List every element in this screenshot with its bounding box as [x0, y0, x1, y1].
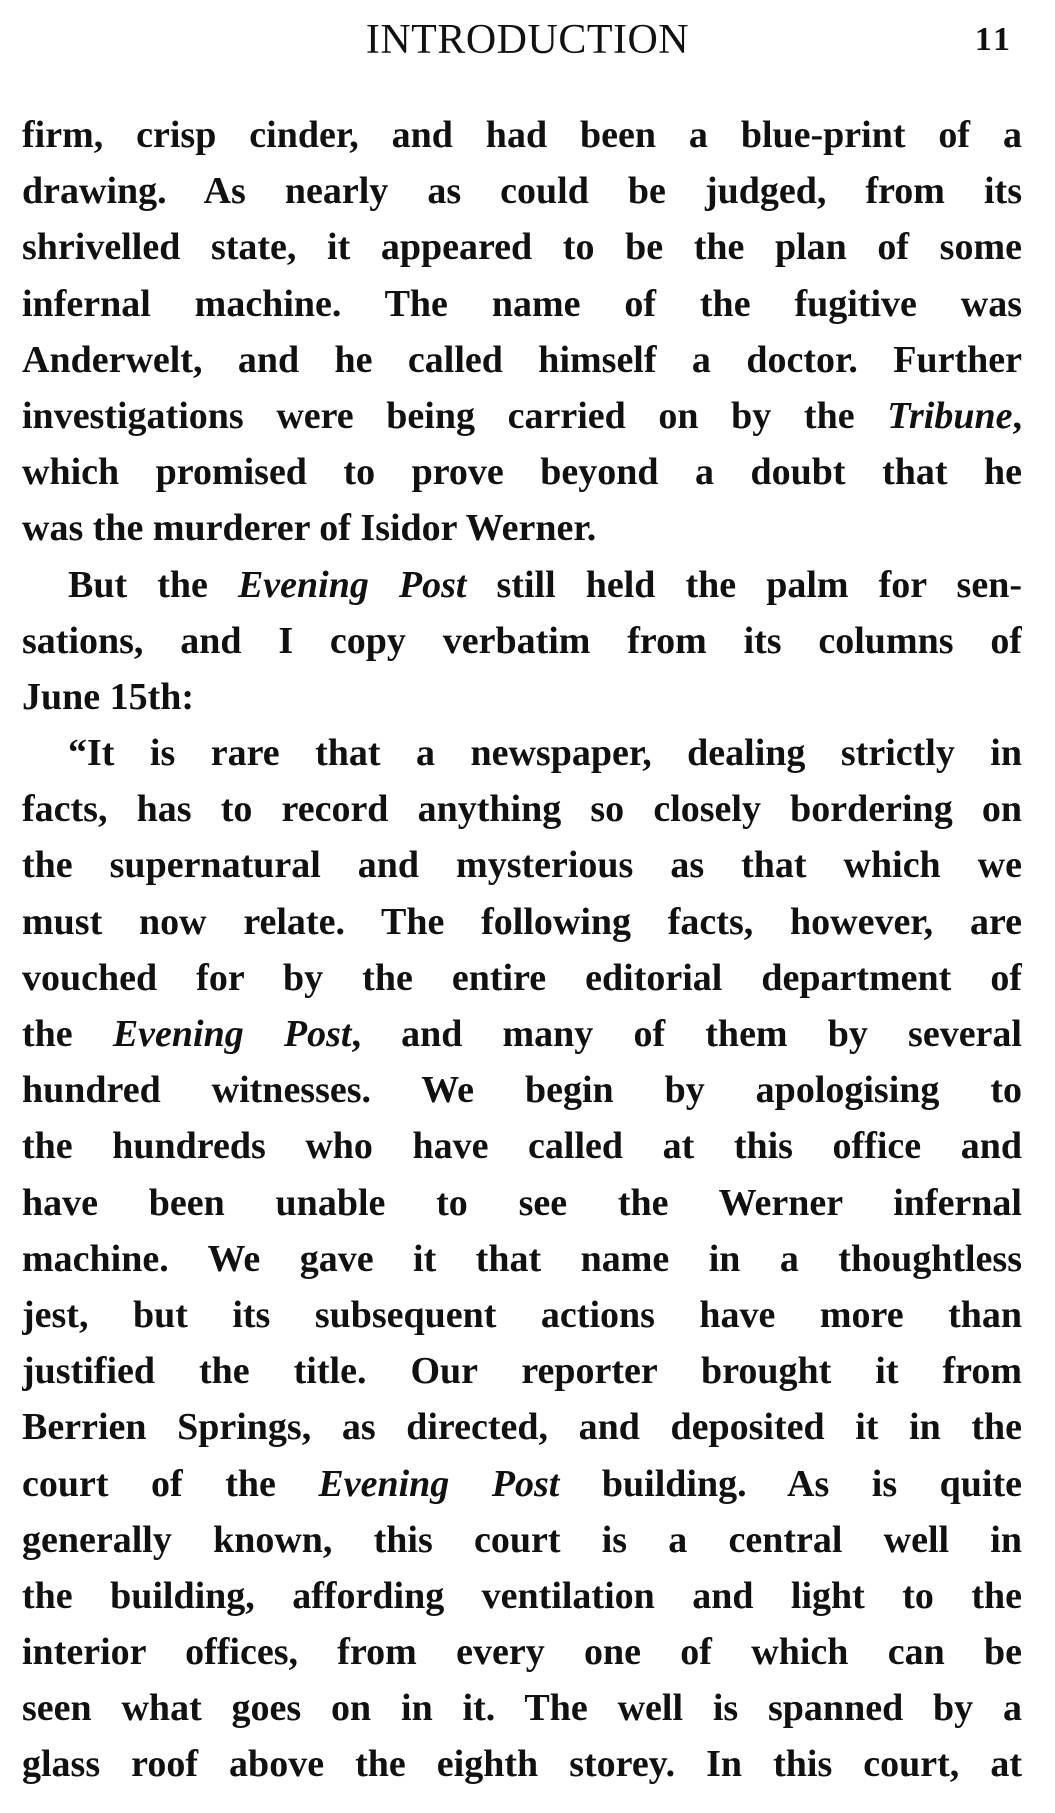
text-line: firm, crisp cinder, and had been a blue-print of a [22, 114, 1022, 156]
text-line: jest, but its subsequent actions have more than [22, 1293, 1022, 1336]
running-head [0, 10, 1055, 70]
text-run: the [22, 1013, 113, 1055]
text-line: vouched for by the entire editorial department of [22, 956, 1022, 999]
body-text [22, 107, 1022, 1793]
text-run: , and many of them by several [351, 1013, 1022, 1055]
text-line: was the murderer of Isidor Werner. [22, 507, 597, 550]
text-line [22, 1006, 1022, 1062]
text-line: drawing. As nearly as could be judged, from its [22, 170, 1022, 213]
text-line: interior offices, from every one of which can be [22, 1631, 1022, 1674]
text-run: But the [68, 563, 238, 606]
italic-title: Evening Post [112, 1013, 352, 1055]
text-run: investigations were being carried on by the [22, 394, 888, 437]
text-line: glass roof above the eighth storey. In this court, at [22, 1743, 1022, 1786]
text-line [22, 1456, 1022, 1512]
text-line: Anderwelt, and he called himself a doctor. Further [22, 338, 1022, 381]
text-run: , [1012, 394, 1022, 437]
text-line: sations, and I copy verbatim from its columns of [22, 619, 1022, 662]
italic-title: Evening Post [237, 563, 467, 606]
text-line: have been unable to see the Werner infernal [22, 1181, 1022, 1224]
text-run: still held the palm for sen- [466, 563, 1022, 606]
text-line: facts, has to record anything so closely bordering on [22, 788, 1022, 831]
text-line: justified the title. Our reporter brought it from [22, 1350, 1022, 1393]
text-line: must now relate. The following facts, however, are [22, 900, 1022, 943]
running-title: INTRODUCTION [365, 17, 690, 63]
text-line: the supernatural and mysterious as that which we [22, 844, 1022, 887]
text-line: “It is rare that a newspaper, dealing strictly in [68, 732, 1022, 775]
text-line: machine. We gave it that name in a thoughtless [22, 1237, 1022, 1280]
text-line: which promised to prove beyond a doubt that he [22, 451, 1022, 494]
italic-title: Evening Post [318, 1462, 560, 1505]
text-line: infernal machine. The name of the fugitive was [22, 282, 1022, 325]
text-line: generally known, this court is a central well in [22, 1518, 1022, 1561]
text-run: building. As is quite [559, 1462, 1022, 1505]
text-line: shrivelled state, it appeared to be the plan of some [22, 226, 1022, 269]
text-run: court of the [22, 1462, 319, 1505]
text-line [22, 388, 1022, 444]
text-line: seen what goes on in it. The well is spanned by a [22, 1687, 1022, 1730]
text-line: hundred witnesses. We begin by apologising to [22, 1069, 1022, 1112]
text-line: Berrien Springs, as directed, and deposited it in the [22, 1406, 1022, 1449]
text-line: the building, affording ventilation and light to the [22, 1574, 1022, 1617]
page-number: 11 [974, 21, 1013, 58]
text-line [22, 557, 1022, 613]
text-line: June 15th: [22, 675, 195, 718]
text-line: the hundreds who have called at this office and [22, 1125, 1022, 1168]
italic-title: Tribune [887, 394, 1013, 437]
